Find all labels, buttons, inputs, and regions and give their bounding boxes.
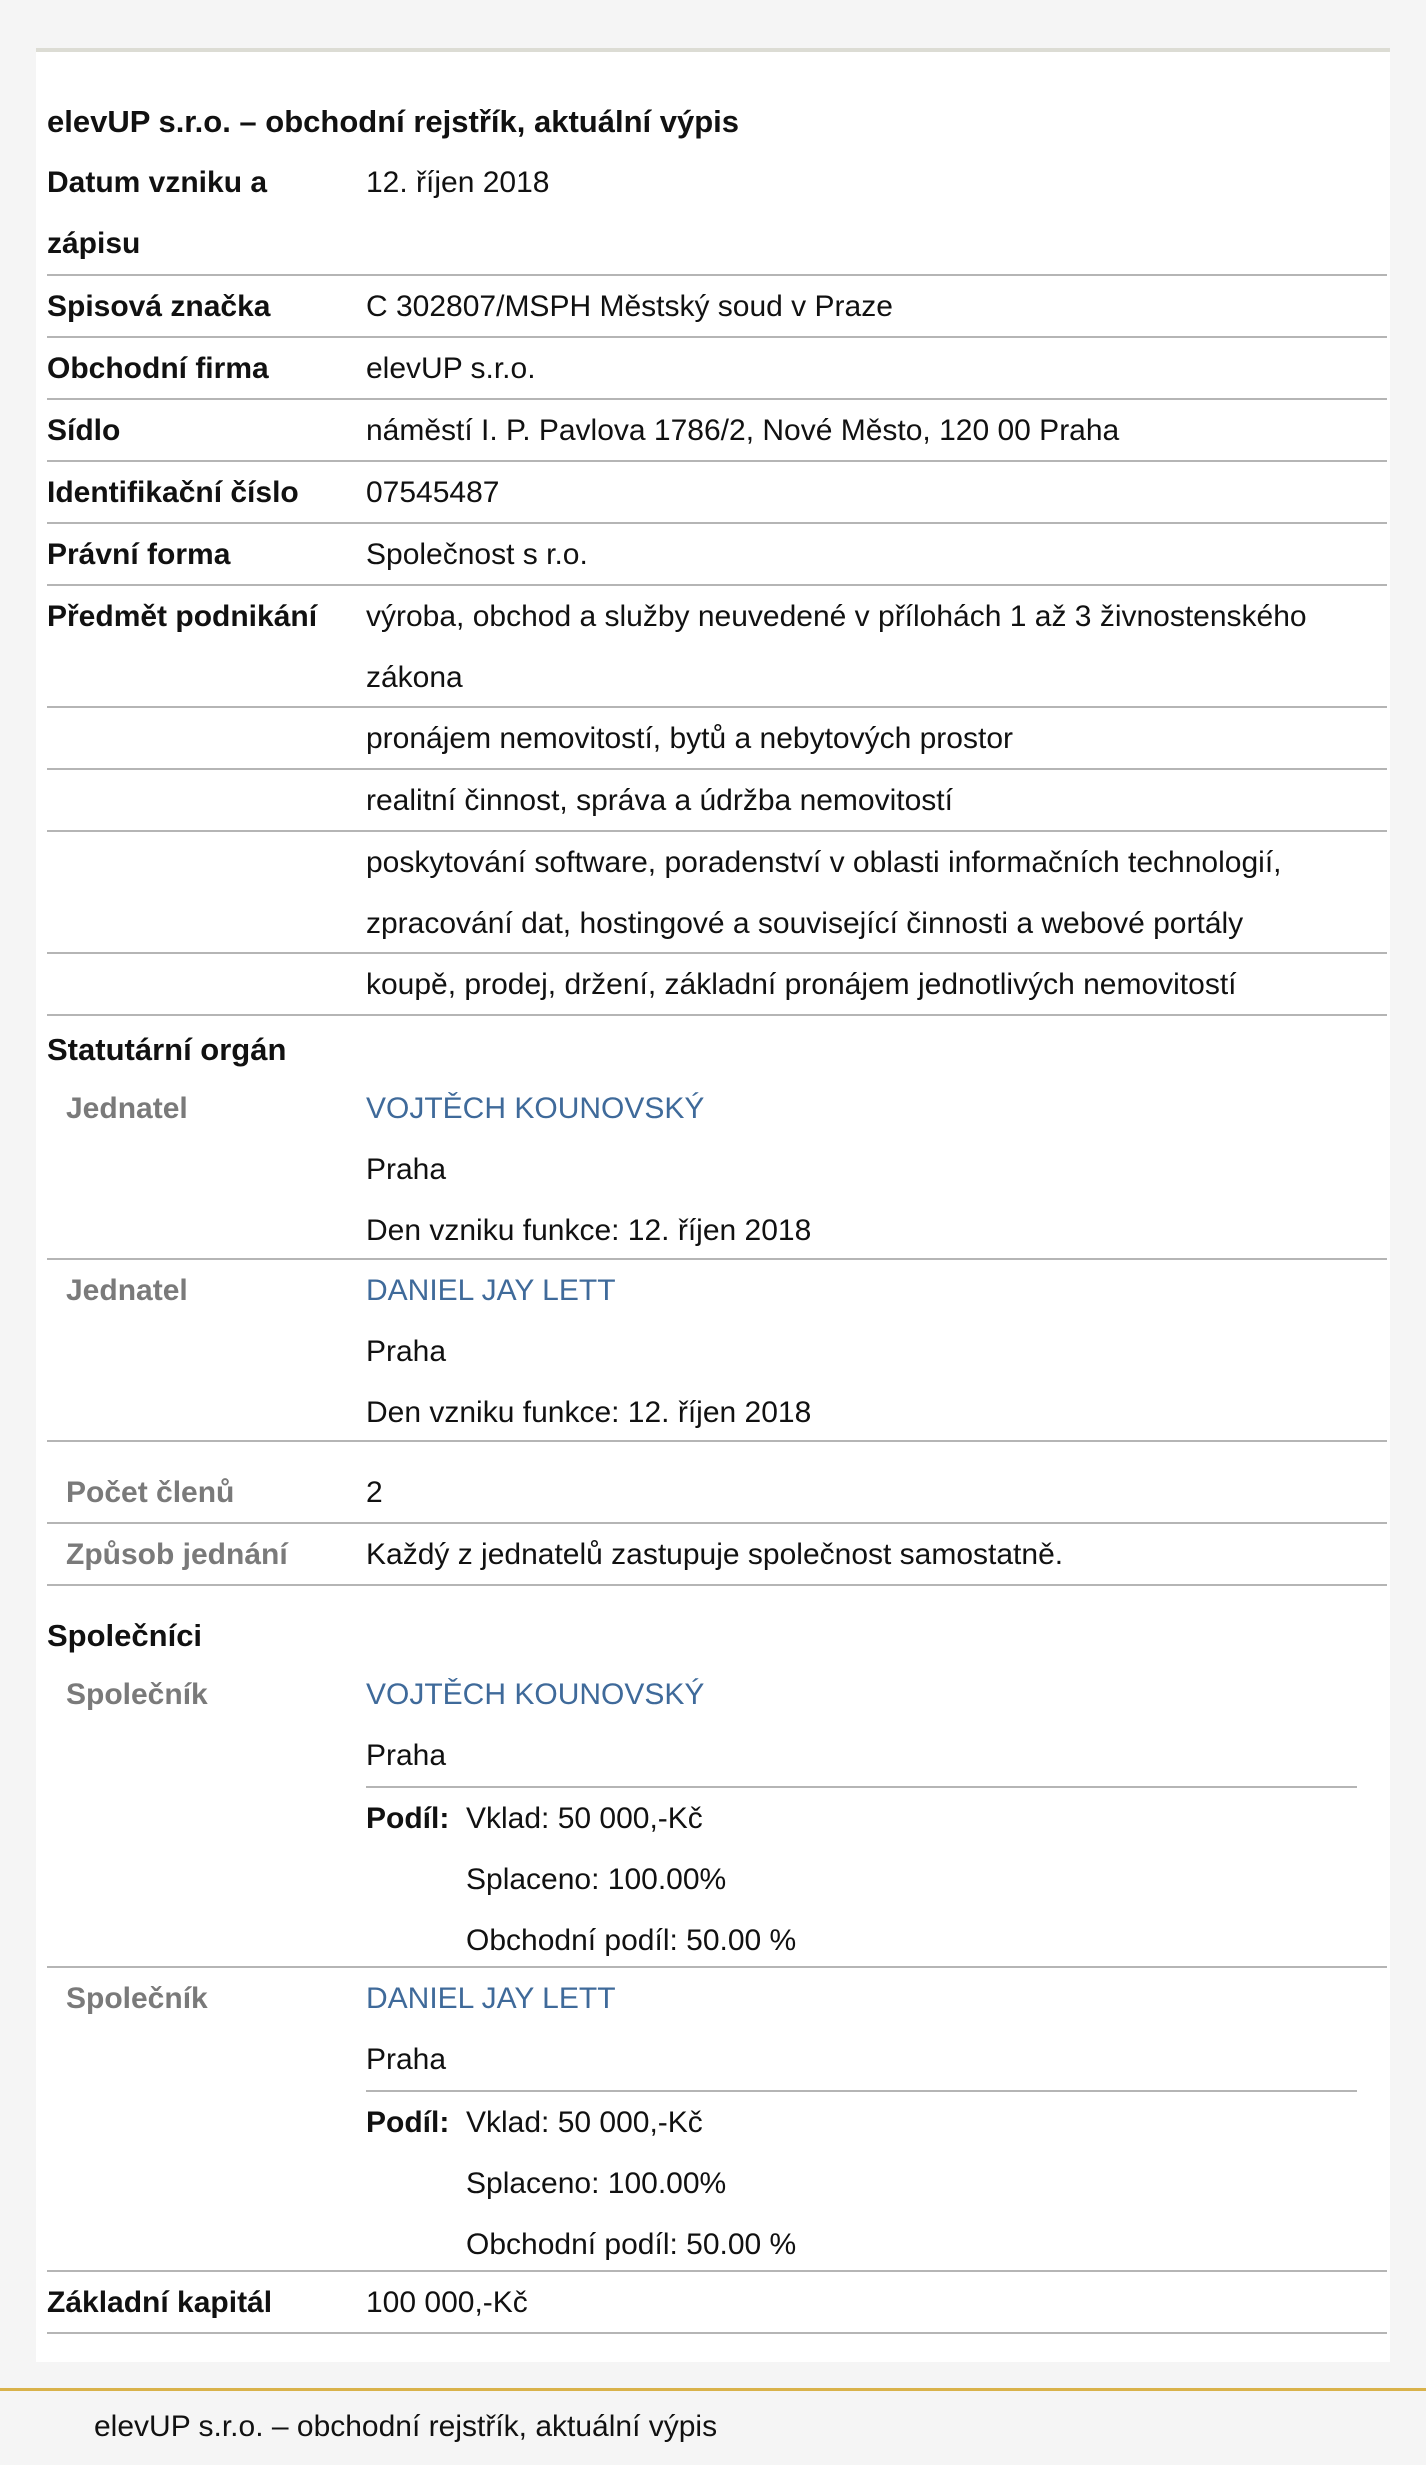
row-label: Počet členů	[66, 1476, 235, 1509]
share-label: Podíl:	[366, 1802, 450, 1835]
row-registered-capital	[47, 2272, 1387, 2334]
row-value	[366, 400, 1387, 461]
row-label: Základní kapitál	[47, 2286, 273, 2319]
row-value	[366, 832, 1387, 954]
partner-role: Společník	[66, 1982, 208, 2015]
row-value	[366, 276, 1387, 337]
row-business-scope	[47, 586, 1387, 708]
row-business-scope-3	[47, 770, 1387, 832]
value-line: elevUP s.r.o.	[366, 352, 536, 385]
row-value	[366, 462, 1387, 523]
partner-details	[366, 1664, 1357, 1786]
partner-share	[366, 1786, 1357, 1968]
member-role: Jednatel	[66, 1092, 188, 1125]
row-label: Spisová značka	[47, 290, 271, 323]
row-business-scope-5	[47, 954, 1387, 1016]
row-value	[366, 524, 1387, 585]
row-value: Každý z jednatelů zastupuje společnost samostatně.	[366, 1538, 1064, 1571]
share-paid: Splaceno: 100.00%	[466, 1863, 727, 1896]
member-since: Den vzniku funkce: 12. říjen 2018	[366, 1396, 812, 1429]
partner-city: Praha	[366, 2043, 447, 2076]
value-line: zpracování dat, hostingové a související činnosti a webové portály	[366, 907, 1244, 940]
share-deposit: Vklad: 50 000,-Kč	[466, 1802, 703, 1835]
row-business-scope-4	[47, 832, 1387, 954]
row-value: 100 000,-Kč	[366, 2286, 528, 2319]
row-member-count	[47, 1462, 1387, 1524]
value-line: náměstí I. P. Pavlova 1786/2, Nové Město, 120 00 Praha	[366, 414, 1120, 447]
statutory-member	[47, 1260, 1387, 1442]
row-business-scope-2	[47, 708, 1387, 770]
member-since: Den vzniku funkce: 12. říjen 2018	[366, 1214, 812, 1247]
row-value	[366, 338, 1387, 399]
partner-role: Společník	[66, 1678, 208, 1711]
partner-share	[366, 2090, 1357, 2272]
value-line: koupě, prodej, držení, základní pronájem jednotlivých nemovitostí	[366, 968, 1237, 1001]
row-value	[366, 954, 1387, 1015]
row-label: Datum vzniku a zápisu	[47, 166, 268, 260]
value-line: výroba, obchod a služby neuvedené v přílohách 1 až 3 živnostenského	[366, 600, 1307, 633]
row-label: Předmět podnikání	[47, 600, 318, 633]
row-label: Obchodní firma	[47, 352, 269, 385]
row-value	[366, 152, 1387, 213]
value-line: 12. říjen 2018	[366, 166, 550, 199]
member-name-link[interactable]: DANIEL JAY LETT	[366, 1274, 616, 1307]
share-values	[466, 2092, 796, 2275]
value-line: Společnost s r.o.	[366, 538, 588, 571]
row-acting-method	[47, 1524, 1387, 1586]
page-title: elevUP s.r.o. – obchodní rejstřík, aktuální výpis	[47, 104, 740, 139]
row-label: Způsob jednání	[66, 1538, 288, 1571]
row-label: Právní forma	[47, 538, 231, 571]
section-heading-statutory: Statutární orgán	[47, 1032, 287, 1067]
row-label: Identifikační číslo	[47, 476, 299, 509]
value-line: 07545487	[366, 476, 500, 509]
row-value	[366, 586, 1387, 708]
member-city: Praha	[366, 1335, 447, 1368]
row-value	[366, 708, 1387, 769]
share-percent: Obchodní podíl: 50.00 %	[466, 2228, 797, 2261]
partner-name-link[interactable]: DANIEL JAY LETT	[366, 1982, 616, 2015]
registry-extract-card	[36, 48, 1390, 2362]
row-file-number	[47, 276, 1387, 338]
value-line: pronájem nemovitostí, bytů a nebytových prostor	[366, 722, 1013, 755]
partner-entry	[47, 1664, 1387, 1968]
share-paid: Splaceno: 100.00%	[466, 2167, 727, 2200]
row-seat	[47, 400, 1387, 462]
share-deposit: Vklad: 50 000,-Kč	[466, 2106, 703, 2139]
row-id-number	[47, 462, 1387, 524]
partner-details	[366, 1968, 1357, 2090]
partner-name-link[interactable]: VOJTĚCH KOUNOVSKÝ	[366, 1678, 705, 1711]
member-city: Praha	[366, 1153, 447, 1186]
row-legal-form	[47, 524, 1387, 586]
value-line: C 302807/MSPH Městský soud v Praze	[366, 290, 893, 323]
footer-text: elevUP s.r.o. – obchodní rejstřík, aktuální výpis	[94, 2410, 718, 2443]
row-value	[366, 770, 1387, 831]
partner-city: Praha	[366, 1739, 447, 1772]
share-label: Podíl:	[366, 2106, 450, 2139]
row-label: Sídlo	[47, 414, 121, 447]
value-line: zákona	[366, 661, 463, 694]
section-heading-partners: Společníci	[47, 1618, 203, 1653]
statutory-member	[47, 1078, 1387, 1260]
value-line: poskytování software, poradenství v oblasti informačních technologií,	[366, 846, 1282, 879]
member-details	[366, 1078, 1387, 1261]
value-line: realitní činnost, správa a údržba nemovitostí	[366, 784, 953, 817]
share-values	[466, 1788, 796, 1971]
member-details	[366, 1260, 1387, 1443]
member-role: Jednatel	[66, 1274, 188, 1307]
share-percent: Obchodní podíl: 50.00 %	[466, 1924, 797, 1957]
member-name-link[interactable]: VOJTĚCH KOUNOVSKÝ	[366, 1092, 705, 1125]
row-value: 2	[366, 1476, 383, 1509]
partner-entry	[47, 1968, 1387, 2272]
page-footer	[0, 2388, 1426, 2465]
row-company-name	[47, 338, 1387, 400]
row-founding-date	[47, 152, 1387, 276]
